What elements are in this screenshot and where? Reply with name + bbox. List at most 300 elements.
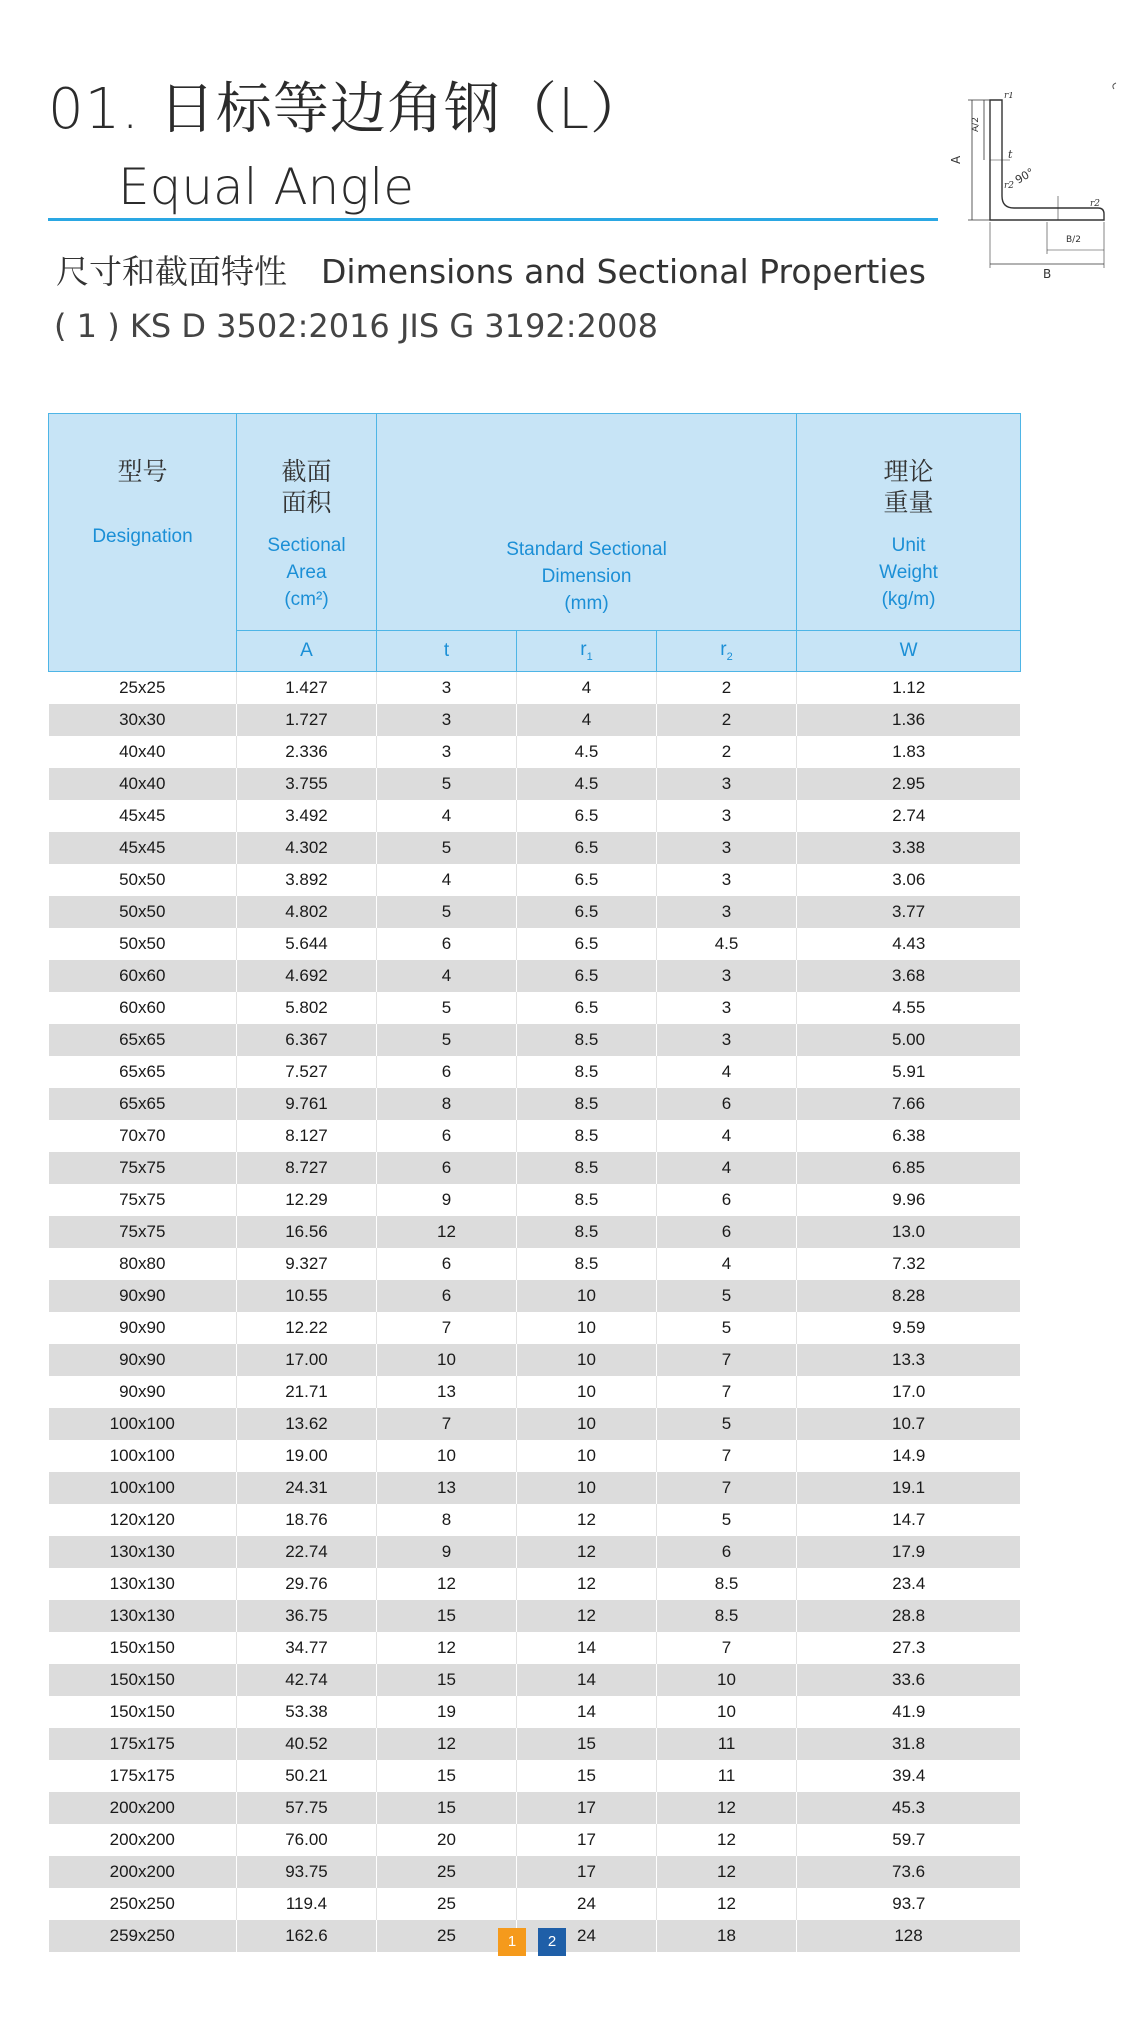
cell-designation: 65x65 <box>49 1088 237 1120</box>
cell-weight: 3.38 <box>797 832 1021 864</box>
cell-weight: 3.06 <box>797 864 1021 896</box>
cell-area: 18.76 <box>237 1504 377 1536</box>
cell-area: 13.62 <box>237 1408 377 1440</box>
cell-radius-r2: 10 <box>657 1696 797 1728</box>
cell-weight: 3.77 <box>797 896 1021 928</box>
cell-radius-r1: 15 <box>517 1760 657 1792</box>
cell-designation: 175x175 <box>49 1728 237 1760</box>
header-weight-en-1: Unit <box>891 535 926 556</box>
cell-radius-r2: 11 <box>657 1760 797 1792</box>
cell-radius-r1: 6.5 <box>517 800 657 832</box>
table-row <box>49 1696 1021 1728</box>
diagram-label-b-half: B/2 <box>1066 235 1081 245</box>
header-sectional-area <box>237 414 377 631</box>
cell-radius-r2: 5 <box>657 1408 797 1440</box>
cell-area: 4.802 <box>237 896 377 928</box>
cell-designation: 100x100 <box>49 1440 237 1472</box>
cell-designation: 100x100 <box>49 1408 237 1440</box>
cell-radius-r2: 12 <box>657 1824 797 1856</box>
cell-thickness: 5 <box>377 768 517 800</box>
cell-radius-r1: 6.5 <box>517 992 657 1024</box>
cell-thickness: 25 <box>377 1888 517 1920</box>
cell-weight: 93.7 <box>797 1888 1021 1920</box>
cell-thickness: 20 <box>377 1824 517 1856</box>
cell-radius-r1: 8.5 <box>517 1216 657 1248</box>
cell-area: 3.892 <box>237 864 377 896</box>
cell-radius-r2: 10 <box>657 1664 797 1696</box>
cell-radius-r2: 2 <box>657 672 797 705</box>
diagram-label-r1-fillet: r2 <box>1004 181 1015 191</box>
cell-designation: 45x45 <box>49 832 237 864</box>
cell-designation: 40x40 <box>49 768 237 800</box>
symbol-r1 <box>517 631 657 672</box>
cell-radius-r2: 5 <box>657 1312 797 1344</box>
cell-radius-r1: 6.5 <box>517 832 657 864</box>
header-area-en-1: Sectional <box>267 535 346 556</box>
cell-radius-r1: 8.5 <box>517 1152 657 1184</box>
cell-radius-r1: 24 <box>517 1888 657 1920</box>
cell-weight: 14.9 <box>797 1440 1021 1472</box>
cell-designation: 120x120 <box>49 1504 237 1536</box>
cell-designation: 75x75 <box>49 1184 237 1216</box>
table-row <box>49 1632 1021 1664</box>
cell-thickness: 4 <box>377 800 517 832</box>
table-row <box>49 1472 1021 1504</box>
cell-radius-r2: 6 <box>657 1216 797 1248</box>
page-title-block <box>48 77 648 216</box>
cell-thickness: 12 <box>377 1216 517 1248</box>
cell-weight: 41.9 <box>797 1696 1021 1728</box>
cell-designation: 259x250 <box>49 1920 237 1952</box>
symbol-r2-letter: r <box>720 639 727 661</box>
table-row <box>49 1600 1021 1632</box>
table-row <box>49 1184 1021 1216</box>
table-row <box>49 800 1021 832</box>
cell-radius-r1: 6.5 <box>517 896 657 928</box>
cell-radius-r1: 10 <box>517 1344 657 1376</box>
cell-designation: 175x175 <box>49 1760 237 1792</box>
header-area-unit: (cm²) <box>284 589 329 610</box>
cell-area: 5.802 <box>237 992 377 1024</box>
cell-designation: 65x65 <box>49 1024 237 1056</box>
cell-radius-r2: 18 <box>657 1920 797 1952</box>
cell-thickness: 10 <box>377 1440 517 1472</box>
cell-radius-r1: 12 <box>517 1568 657 1600</box>
table-row <box>49 1248 1021 1280</box>
cell-radius-r2: 3 <box>657 800 797 832</box>
cell-radius-r1: 4.5 <box>517 768 657 800</box>
cell-designation: 70x70 <box>49 1120 237 1152</box>
cell-thickness: 25 <box>377 1920 517 1952</box>
cell-designation: 45x45 <box>49 800 237 832</box>
cell-area: 12.29 <box>237 1184 377 1216</box>
cell-radius-r2: 4.5 <box>657 928 797 960</box>
cell-thickness: 5 <box>377 832 517 864</box>
table-row <box>49 1824 1021 1856</box>
cell-area: 8.727 <box>237 1152 377 1184</box>
cell-weight: 1.12 <box>797 672 1021 705</box>
cell-radius-r1: 4 <box>517 704 657 736</box>
cell-weight: 27.3 <box>797 1632 1021 1664</box>
title-divider <box>48 218 938 221</box>
page-1-button[interactable]: 1 <box>498 1928 526 1956</box>
cell-weight: 8.28 <box>797 1280 1021 1312</box>
symbol-r1-letter: r <box>580 639 587 661</box>
cell-designation: 150x150 <box>49 1696 237 1728</box>
cell-radius-r2: 8.5 <box>657 1568 797 1600</box>
cell-thickness: 3 <box>377 736 517 768</box>
cell-designation: 50x50 <box>49 864 237 896</box>
cell-radius-r2: 7 <box>657 1376 797 1408</box>
cell-designation: 60x60 <box>49 960 237 992</box>
table-row <box>49 1792 1021 1824</box>
cell-designation: 90x90 <box>49 1344 237 1376</box>
cell-radius-r1: 8.5 <box>517 1184 657 1216</box>
cell-area: 8.127 <box>237 1120 377 1152</box>
cell-radius-r1: 4.5 <box>517 736 657 768</box>
subtitle-en: Dimensions and Sectional Properties <box>321 252 926 291</box>
cell-radius-r2: 4 <box>657 1120 797 1152</box>
diagram-label-t: t <box>1008 148 1013 161</box>
cell-area: 12.22 <box>237 1312 377 1344</box>
table-row <box>49 1152 1021 1184</box>
cell-thickness: 7 <box>377 1312 517 1344</box>
cell-radius-r2: 5 <box>657 1504 797 1536</box>
cell-thickness: 9 <box>377 1184 517 1216</box>
cell-area: 42.74 <box>237 1664 377 1696</box>
cell-area: 76.00 <box>237 1824 377 1856</box>
cell-radius-r1: 6.5 <box>517 864 657 896</box>
header-designation <box>49 414 237 672</box>
header-area-cn-1: 截面 <box>281 457 332 486</box>
diagram-label-a-half: A/2 <box>971 117 981 132</box>
header-weight-en-2: Weight <box>879 562 938 583</box>
cell-weight: 6.85 <box>797 1152 1021 1184</box>
cell-radius-r1: 15 <box>517 1728 657 1760</box>
cell-designation: 130x130 <box>49 1536 237 1568</box>
table-row <box>49 1120 1021 1152</box>
cell-radius-r2: 12 <box>657 1856 797 1888</box>
cell-area: 119.4 <box>237 1888 377 1920</box>
cell-thickness: 5 <box>377 1024 517 1056</box>
cell-radius-r2: 4 <box>657 1152 797 1184</box>
symbol-w: W <box>797 631 1021 672</box>
cell-area: 2.336 <box>237 736 377 768</box>
cell-radius-r2: 7 <box>657 1440 797 1472</box>
cell-weight: 5.91 <box>797 1056 1021 1088</box>
cell-area: 3.755 <box>237 768 377 800</box>
cell-radius-r1: 4 <box>517 672 657 705</box>
table-row <box>49 1024 1021 1056</box>
cell-weight: 73.6 <box>797 1856 1021 1888</box>
header-weight-cn-1: 理论 <box>883 457 934 486</box>
cell-radius-r2: 3 <box>657 864 797 896</box>
cell-area: 6.367 <box>237 1024 377 1056</box>
cell-designation: 130x130 <box>49 1568 237 1600</box>
cell-radius-r2: 6 <box>657 1536 797 1568</box>
cell-weight: 4.55 <box>797 992 1021 1024</box>
page-2-button[interactable]: 2 <box>538 1928 566 1956</box>
cell-radius-r2: 2 <box>657 736 797 768</box>
cell-radius-r1: 8.5 <box>517 1056 657 1088</box>
cell-radius-r2: 3 <box>657 896 797 928</box>
cell-radius-r2: 4 <box>657 1056 797 1088</box>
cell-designation: 130x130 <box>49 1600 237 1632</box>
cell-designation: 30x30 <box>49 704 237 736</box>
cell-thickness: 6 <box>377 1280 517 1312</box>
cell-thickness: 12 <box>377 1632 517 1664</box>
diagram-label-a: A <box>949 155 963 164</box>
table-row <box>49 1536 1021 1568</box>
cell-radius-r1: 8.5 <box>517 1248 657 1280</box>
cell-radius-r1: 10 <box>517 1280 657 1312</box>
table-row <box>49 1856 1021 1888</box>
cell-weight: 7.66 <box>797 1088 1021 1120</box>
cell-weight: 19.1 <box>797 1472 1021 1504</box>
cell-thickness: 15 <box>377 1792 517 1824</box>
table-row <box>49 672 1021 705</box>
cell-area: 7.527 <box>237 1056 377 1088</box>
cell-area: 3.492 <box>237 800 377 832</box>
cell-weight: 6.38 <box>797 1120 1021 1152</box>
cell-designation: 65x65 <box>49 1056 237 1088</box>
cell-designation: 75x75 <box>49 1152 237 1184</box>
page-title-cn: 01. 日标等边角钢（L） <box>48 77 648 142</box>
cell-designation: 90x90 <box>49 1312 237 1344</box>
cell-designation: 50x50 <box>49 928 237 960</box>
cell-radius-r1: 10 <box>517 1472 657 1504</box>
cell-area: 21.71 <box>237 1376 377 1408</box>
cell-designation: 50x50 <box>49 896 237 928</box>
table-row <box>49 1504 1021 1536</box>
cell-area: 36.75 <box>237 1600 377 1632</box>
table-row <box>49 1664 1021 1696</box>
table-row <box>49 1728 1021 1760</box>
cell-radius-r1: 17 <box>517 1856 657 1888</box>
cell-weight: 45.3 <box>797 1792 1021 1824</box>
cell-area: 17.00 <box>237 1344 377 1376</box>
header-weight-unit: (kg/m) <box>881 589 936 610</box>
cell-thickness: 25 <box>377 1856 517 1888</box>
diagram-label-r2: r2 <box>1090 199 1101 209</box>
cell-radius-r1: 10 <box>517 1408 657 1440</box>
table-row <box>49 1344 1021 1376</box>
table-row <box>49 736 1021 768</box>
header-area-cn-2: 面积 <box>281 488 332 517</box>
cell-area: 10.55 <box>237 1280 377 1312</box>
table-row <box>49 1216 1021 1248</box>
cell-area: 53.38 <box>237 1696 377 1728</box>
cell-designation: 60x60 <box>49 992 237 1024</box>
cell-designation: 200x200 <box>49 1824 237 1856</box>
cell-thickness: 6 <box>377 928 517 960</box>
diagram-label-r1: r1 <box>1004 92 1015 101</box>
cell-thickness: 15 <box>377 1600 517 1632</box>
cell-radius-r2: 3 <box>657 832 797 864</box>
cell-designation: 150x150 <box>49 1632 237 1664</box>
cell-area: 5.644 <box>237 928 377 960</box>
table-row <box>49 1312 1021 1344</box>
standard-reference: ( 1 ) KS D 3502:2016 JIS G 3192:2008 <box>54 307 658 345</box>
cell-thickness: 5 <box>377 992 517 1024</box>
cell-radius-r1: 12 <box>517 1600 657 1632</box>
cell-area: 162.6 <box>237 1920 377 1952</box>
cell-radius-r1: 12 <box>517 1536 657 1568</box>
cell-thickness: 4 <box>377 864 517 896</box>
cell-radius-r1: 17 <box>517 1792 657 1824</box>
cell-area: 1.727 <box>237 704 377 736</box>
table-row <box>49 896 1021 928</box>
cell-radius-r2: 12 <box>657 1888 797 1920</box>
cell-radius-r1: 8.5 <box>517 1088 657 1120</box>
cell-radius-r2: 11 <box>657 1728 797 1760</box>
cell-weight: 4.43 <box>797 928 1021 960</box>
header-standard-dimension <box>377 414 797 631</box>
table-row <box>49 1408 1021 1440</box>
cell-weight: 17.0 <box>797 1376 1021 1408</box>
cell-thickness: 8 <box>377 1504 517 1536</box>
cell-thickness: 3 <box>377 704 517 736</box>
header-designation-cn: 型号 <box>117 457 168 486</box>
cell-area: 29.76 <box>237 1568 377 1600</box>
cell-thickness: 15 <box>377 1760 517 1792</box>
cell-radius-r2: 3 <box>657 992 797 1024</box>
table-row <box>49 864 1021 896</box>
angle-section-diagram <box>940 92 1130 282</box>
cell-radius-r1: 6.5 <box>517 960 657 992</box>
cell-radius-r1: 17 <box>517 1824 657 1856</box>
cell-designation: 100x100 <box>49 1472 237 1504</box>
cell-weight: 39.4 <box>797 1760 1021 1792</box>
diagram-label-b: B <box>1043 267 1052 281</box>
header-dimension-unit: (mm) <box>564 593 609 614</box>
cell-thickness: 3 <box>377 672 517 705</box>
header-area-en-2: Area <box>286 562 327 583</box>
cell-thickness: 8 <box>377 1088 517 1120</box>
header-weight-cn-2: 重量 <box>883 488 934 517</box>
symbol-r1-subscript: 1 <box>586 650 593 663</box>
cell-weight: 10.7 <box>797 1408 1021 1440</box>
cell-radius-r2: 8.5 <box>657 1600 797 1632</box>
table-row <box>49 1888 1021 1920</box>
cell-area: 24.31 <box>237 1472 377 1504</box>
cell-radius-r1: 14 <box>517 1632 657 1664</box>
table-row <box>49 928 1021 960</box>
cell-designation: 80x80 <box>49 1248 237 1280</box>
cell-area: 50.21 <box>237 1760 377 1792</box>
cell-radius-r1: 24 <box>517 1920 657 1952</box>
symbol-r2 <box>657 631 797 672</box>
cell-area: 19.00 <box>237 1440 377 1472</box>
equal-angle-spec-table <box>48 413 1021 1952</box>
section-subtitle <box>56 246 926 293</box>
cell-designation: 250x250 <box>49 1888 237 1920</box>
cell-radius-r1: 10 <box>517 1312 657 1344</box>
cell-radius-r1: 10 <box>517 1440 657 1472</box>
cell-designation: 25x25 <box>49 672 237 705</box>
cell-designation: 150x150 <box>49 1664 237 1696</box>
cell-designation: 90x90 <box>49 1280 237 1312</box>
cell-radius-r2: 2 <box>657 704 797 736</box>
cell-thickness: 12 <box>377 1568 517 1600</box>
cell-radius-r2: 3 <box>657 960 797 992</box>
cell-weight: 13.0 <box>797 1216 1021 1248</box>
cell-radius-r2: 6 <box>657 1184 797 1216</box>
corner-mark-icon <box>1110 82 1118 90</box>
cell-weight: 31.8 <box>797 1728 1021 1760</box>
cell-area: 4.302 <box>237 832 377 864</box>
cell-designation: 40x40 <box>49 736 237 768</box>
cell-radius-r2: 7 <box>657 1472 797 1504</box>
cell-weight: 3.68 <box>797 960 1021 992</box>
cell-weight: 2.74 <box>797 800 1021 832</box>
cell-area: 1.427 <box>237 672 377 705</box>
cell-thickness: 10 <box>377 1344 517 1376</box>
cell-weight: 28.8 <box>797 1600 1021 1632</box>
cell-weight: 2.95 <box>797 768 1021 800</box>
table-row <box>49 1376 1021 1408</box>
cell-radius-r2: 6 <box>657 1088 797 1120</box>
cell-thickness: 9 <box>377 1536 517 1568</box>
cell-thickness: 6 <box>377 1248 517 1280</box>
cell-area: 22.74 <box>237 1536 377 1568</box>
cell-area: 9.327 <box>237 1248 377 1280</box>
table-row <box>49 992 1021 1024</box>
table-row <box>49 1760 1021 1792</box>
cell-area: 40.52 <box>237 1728 377 1760</box>
cell-designation: 90x90 <box>49 1376 237 1408</box>
cell-thickness: 19 <box>377 1696 517 1728</box>
cell-weight: 1.83 <box>797 736 1021 768</box>
cell-weight: 7.32 <box>797 1248 1021 1280</box>
cell-weight: 17.9 <box>797 1536 1021 1568</box>
cell-weight: 128 <box>797 1920 1021 1952</box>
symbol-t: t <box>377 631 517 672</box>
cell-designation: 200x200 <box>49 1856 237 1888</box>
cell-radius-r1: 6.5 <box>517 928 657 960</box>
cell-weight: 14.7 <box>797 1504 1021 1536</box>
table-row <box>49 960 1021 992</box>
header-dimension-en-2: Dimension <box>541 566 632 587</box>
table-row <box>49 1056 1021 1088</box>
table-row <box>49 1280 1021 1312</box>
cell-area: 9.761 <box>237 1088 377 1120</box>
table-row <box>49 768 1021 800</box>
cell-weight: 1.36 <box>797 704 1021 736</box>
cell-designation: 75x75 <box>49 1216 237 1248</box>
cell-radius-r1: 8.5 <box>517 1120 657 1152</box>
cell-thickness: 15 <box>377 1664 517 1696</box>
cell-area: 4.692 <box>237 960 377 992</box>
cell-thickness: 5 <box>377 896 517 928</box>
symbol-r2-subscript: 2 <box>726 650 733 663</box>
cell-thickness: 4 <box>377 960 517 992</box>
table-row <box>49 1568 1021 1600</box>
cell-radius-r2: 4 <box>657 1248 797 1280</box>
table-row <box>49 832 1021 864</box>
cell-thickness: 7 <box>377 1408 517 1440</box>
cell-radius-r2: 12 <box>657 1792 797 1824</box>
table-row <box>49 1088 1021 1120</box>
cell-radius-r1: 10 <box>517 1376 657 1408</box>
cell-weight: 9.59 <box>797 1312 1021 1344</box>
header-designation-en: Designation <box>92 526 193 547</box>
cell-radius-r2: 5 <box>657 1280 797 1312</box>
cell-radius-r2: 3 <box>657 768 797 800</box>
cell-radius-r1: 14 <box>517 1696 657 1728</box>
cell-area: 34.77 <box>237 1632 377 1664</box>
cell-radius-r1: 8.5 <box>517 1024 657 1056</box>
